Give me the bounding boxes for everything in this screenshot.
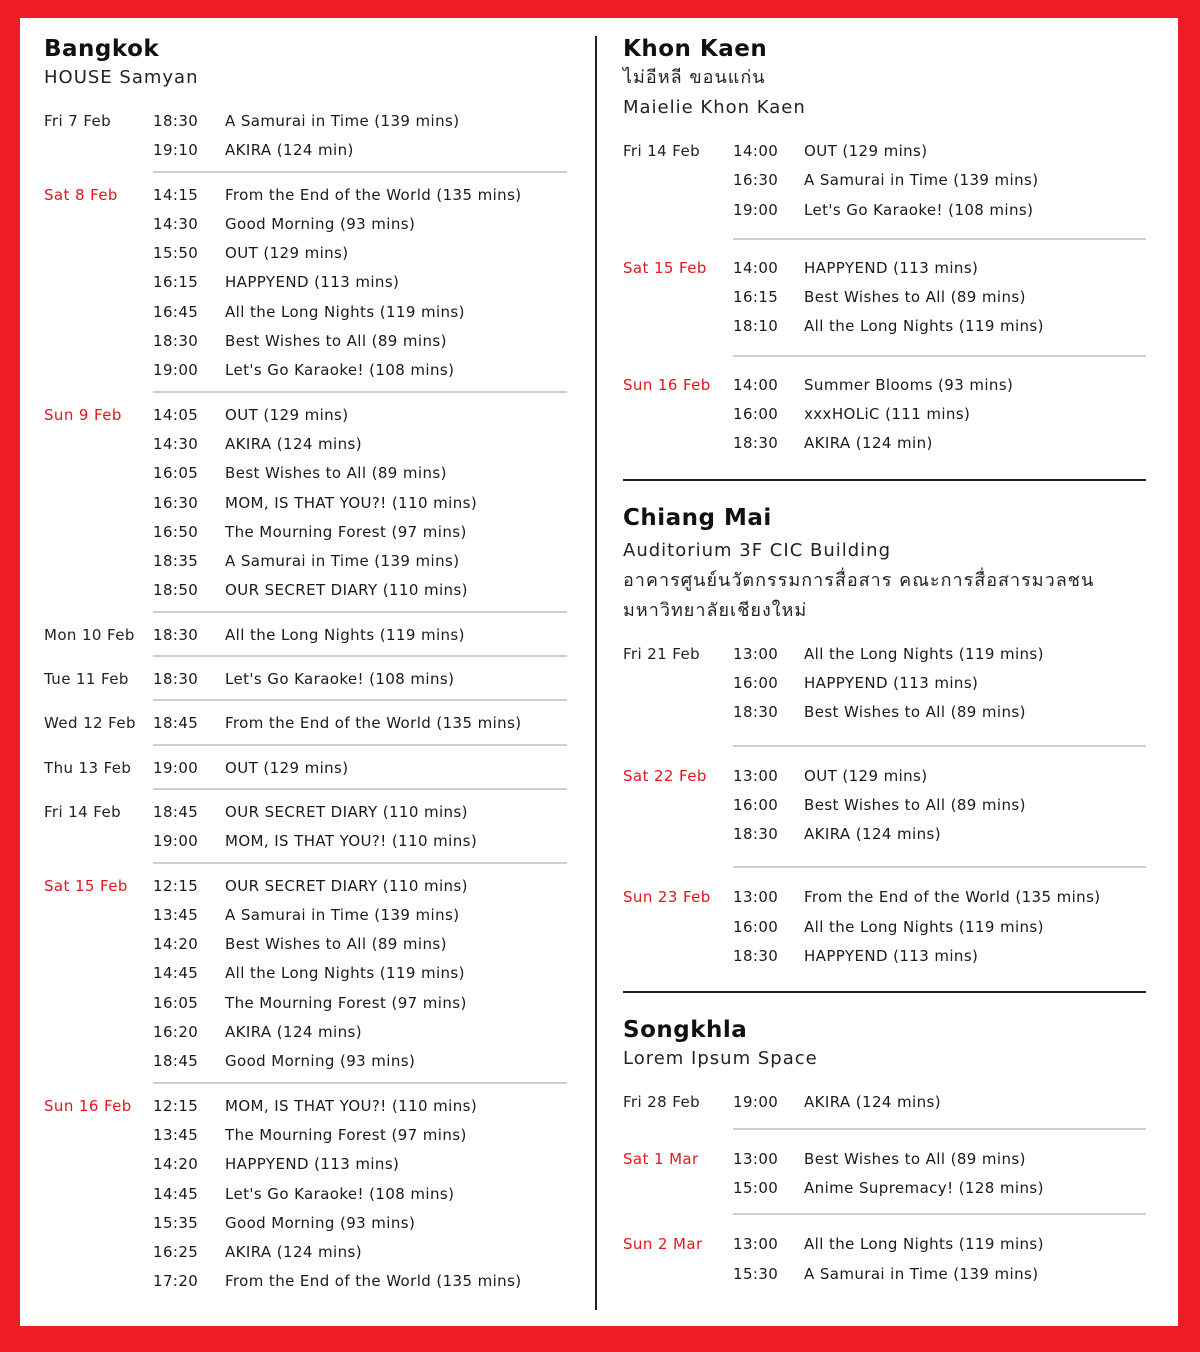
screening-row bbox=[44, 754, 567, 783]
bangkok-schedule bbox=[44, 107, 567, 1297]
screening-row bbox=[623, 698, 1146, 727]
screening-row bbox=[44, 239, 567, 268]
film-title: OUT (129 mins) bbox=[804, 142, 928, 160]
screening-row bbox=[44, 268, 567, 297]
film-title: AKIRA (124 mins) bbox=[804, 825, 941, 844]
film-title: The Mourning Forest (97 mins) bbox=[225, 522, 467, 541]
screening-row bbox=[44, 989, 567, 1018]
screening-time: 14:20 bbox=[153, 935, 199, 954]
khonkaen-schedule bbox=[623, 137, 1146, 459]
film-title: OUR SECRET DIARY (110 mins) bbox=[225, 581, 468, 600]
screening-row bbox=[44, 356, 567, 385]
screening-row bbox=[623, 942, 1146, 971]
screening-time: 13:00 bbox=[733, 644, 779, 663]
screening-time: 13:00 bbox=[733, 888, 779, 907]
screening-row bbox=[44, 1238, 567, 1267]
screening-time: 19:00 bbox=[153, 361, 199, 380]
screening-row bbox=[623, 137, 1146, 166]
screening-time: 13:00 bbox=[733, 766, 779, 785]
screening-row bbox=[623, 254, 1146, 283]
film-title: All the Long Nights (119 mins) bbox=[804, 644, 1044, 663]
film-title: A Samurai in Time (139 mins) bbox=[804, 171, 1039, 190]
screening-row bbox=[44, 210, 567, 239]
film-title: The Mourning Forest (97 mins) bbox=[225, 1125, 467, 1144]
film-title: Best Wishes to All (89 mins) bbox=[804, 795, 1026, 814]
screening-row bbox=[44, 1092, 567, 1121]
screening-time: 18:45 bbox=[153, 714, 199, 733]
screening-time: 14:45 bbox=[153, 1184, 199, 1203]
date-block bbox=[44, 665, 567, 694]
city-title-songkhla: Songkhla bbox=[623, 1017, 748, 1044]
film-title: All the Long Nights (119 mins) bbox=[225, 625, 465, 644]
date-block bbox=[623, 883, 1146, 971]
venue-name-thai: ไม่อีหลี ขอนแก่น bbox=[623, 67, 766, 88]
film-title: xxxHOLiC (111 mins) bbox=[804, 405, 971, 424]
screening-time: 18:30 bbox=[733, 825, 779, 844]
date-block bbox=[623, 137, 1146, 225]
film-title: Anime Supremacy! (128 mins) bbox=[804, 1178, 1044, 1197]
screening-time: 16:15 bbox=[733, 288, 779, 307]
screening-row bbox=[623, 196, 1146, 225]
chiangmai-schedule bbox=[623, 640, 1146, 972]
date-block bbox=[623, 762, 1146, 850]
film-title: Summer Blooms (93 mins) bbox=[804, 375, 1014, 394]
date-label: Sun 2 Mar bbox=[623, 1235, 703, 1254]
screening-row bbox=[44, 430, 567, 459]
film-title: From the End of the World (135 mins) bbox=[225, 185, 522, 204]
screening-row bbox=[623, 669, 1146, 698]
film-title: Best Wishes to All (89 mins) bbox=[225, 935, 447, 954]
screening-row bbox=[44, 1047, 567, 1076]
screening-time: 16:15 bbox=[153, 273, 199, 292]
date-label: Mon 10 Feb bbox=[44, 625, 135, 644]
screening-row bbox=[44, 621, 567, 650]
date-label: Sat 22 Feb bbox=[623, 766, 707, 785]
screening-time: 18:35 bbox=[153, 552, 199, 571]
screening-time: 18:45 bbox=[153, 1052, 199, 1071]
venue-name: Lorem Ipsum Space bbox=[623, 1048, 818, 1070]
screening-time: 16:45 bbox=[153, 302, 199, 321]
film-title: AKIRA (124 mins) bbox=[225, 434, 362, 453]
screening-time: 14:30 bbox=[153, 434, 199, 453]
screening-row bbox=[623, 166, 1146, 195]
film-title: MOM, IS THAT YOU?! (110 mins) bbox=[225, 832, 478, 851]
date-label: Tue 11 Feb bbox=[44, 670, 129, 689]
film-title: All the Long Nights (119 mins) bbox=[804, 917, 1044, 936]
screening-row bbox=[623, 762, 1146, 791]
screening-time: 18:30 bbox=[733, 703, 779, 722]
screening-row bbox=[44, 1018, 567, 1047]
screening-time: 14:00 bbox=[733, 258, 779, 277]
screening-row bbox=[44, 459, 567, 488]
screening-time: 19:00 bbox=[153, 758, 199, 777]
film-title: OUT (129 mins) bbox=[225, 758, 349, 777]
date-block bbox=[44, 401, 567, 606]
film-title: From the End of the World (135 mins) bbox=[804, 888, 1101, 907]
film-title: Let's Go Karaoke! (108 mins) bbox=[225, 670, 455, 689]
film-title: AKIRA (124 mins) bbox=[225, 1023, 362, 1042]
screening-time: 16:05 bbox=[153, 464, 199, 483]
screening-time: 15:50 bbox=[153, 244, 199, 263]
date-label: Sat 8 Feb bbox=[44, 185, 118, 204]
date-label: Sat 15 Feb bbox=[44, 876, 128, 895]
screening-time: 18:30 bbox=[733, 947, 779, 966]
screening-time: 18:50 bbox=[153, 581, 199, 600]
schedule-sheet bbox=[20, 18, 1178, 1326]
screening-row bbox=[623, 283, 1146, 312]
screening-time: 12:15 bbox=[153, 876, 199, 895]
venue-name-thai: อาคารศูนย์นวัตกรรมการสื่อสาร คณะการสื่อสารมวลชน bbox=[623, 569, 1095, 591]
screening-row bbox=[623, 429, 1146, 458]
screening-row bbox=[623, 371, 1146, 400]
screening-time: 14:00 bbox=[733, 375, 779, 394]
screening-row bbox=[623, 1088, 1146, 1117]
screening-row bbox=[44, 709, 567, 738]
screening-time: 16:25 bbox=[153, 1243, 199, 1262]
screening-row bbox=[44, 107, 567, 136]
date-label: Thu 13 Feb bbox=[44, 758, 132, 777]
screening-row bbox=[44, 798, 567, 827]
screening-row bbox=[44, 1121, 567, 1150]
film-title: All the Long Nights (119 mins) bbox=[804, 317, 1044, 336]
bangkok-column bbox=[44, 18, 567, 1297]
column-divider bbox=[595, 36, 597, 1310]
film-title: OUR SECRET DIARY (110 mins) bbox=[225, 802, 468, 821]
film-title: AKIRA (124 mins) bbox=[804, 1093, 941, 1112]
film-title: Good Morning (93 mins) bbox=[225, 214, 416, 233]
film-title: From the End of the World (135 mins) bbox=[225, 714, 522, 733]
screening-time: 14:20 bbox=[153, 1155, 199, 1174]
film-title: AKIRA (124 min) bbox=[225, 141, 354, 160]
screening-time: 13:00 bbox=[733, 1235, 779, 1254]
date-label: Sun 16 Feb bbox=[623, 375, 711, 394]
film-title: HAPPYEND (113 mins) bbox=[804, 258, 979, 277]
venue-name-thai-2: มหาวิทยาลัยเชียงใหม่ bbox=[623, 599, 808, 621]
date-block bbox=[44, 872, 567, 1077]
screening-row bbox=[44, 665, 567, 694]
screening-row bbox=[44, 136, 567, 165]
film-title: A Samurai in Time (139 mins) bbox=[225, 552, 460, 571]
film-title: AKIRA (124 min) bbox=[804, 434, 933, 453]
venue-name: HOUSE Samyan bbox=[44, 67, 199, 88]
date-label: Wed 12 Feb bbox=[44, 714, 136, 733]
screening-time: 13:45 bbox=[153, 905, 199, 924]
screening-time: 18:30 bbox=[153, 112, 199, 130]
screening-row bbox=[623, 1260, 1146, 1289]
screening-time: 18:30 bbox=[733, 434, 779, 453]
screening-time: 14:45 bbox=[153, 964, 199, 983]
film-title: All the Long Nights (119 mins) bbox=[804, 1235, 1044, 1254]
film-title: From the End of the World (135 mins) bbox=[225, 1272, 522, 1291]
screening-row bbox=[44, 959, 567, 988]
date-block bbox=[623, 1088, 1146, 1117]
date-block bbox=[623, 640, 1146, 728]
date-block bbox=[623, 1145, 1146, 1204]
date-block bbox=[44, 181, 567, 386]
screening-row bbox=[44, 872, 567, 901]
screening-row bbox=[44, 1267, 567, 1296]
date-label: Sat 15 Feb bbox=[623, 258, 707, 277]
screening-row bbox=[44, 930, 567, 959]
date-label: Sat 1 Mar bbox=[623, 1149, 699, 1168]
screening-row bbox=[623, 820, 1146, 849]
film-title: HAPPYEND (113 mins) bbox=[225, 1155, 400, 1174]
screening-row bbox=[623, 883, 1146, 912]
screening-time: 17:20 bbox=[153, 1272, 199, 1291]
film-title: OUT (129 mins) bbox=[225, 405, 349, 424]
date-label: Sun 23 Feb bbox=[623, 888, 711, 907]
film-title: Let's Go Karaoke! (108 mins) bbox=[225, 361, 455, 380]
screening-row bbox=[44, 1150, 567, 1179]
screening-row bbox=[623, 400, 1146, 429]
screening-time: 18:45 bbox=[153, 802, 199, 821]
film-title: The Mourning Forest (97 mins) bbox=[225, 993, 467, 1012]
film-title: AKIRA (124 mins) bbox=[225, 1243, 362, 1262]
date-block bbox=[44, 754, 567, 783]
film-title: A Samurai in Time (139 mins) bbox=[225, 112, 460, 130]
date-block bbox=[44, 621, 567, 650]
film-title: Best Wishes to All (89 mins) bbox=[225, 464, 447, 483]
screening-row bbox=[44, 298, 567, 327]
film-title: A Samurai in Time (139 mins) bbox=[225, 905, 460, 924]
screening-time: 16:30 bbox=[153, 493, 199, 512]
screening-time: 19:00 bbox=[153, 832, 199, 851]
date-label: Fri 21 Feb bbox=[623, 644, 701, 663]
date-block bbox=[44, 107, 567, 166]
film-title: Good Morning (93 mins) bbox=[225, 1213, 416, 1232]
film-title: Best Wishes to All (89 mins) bbox=[804, 288, 1026, 307]
screening-time: 19:00 bbox=[733, 1093, 779, 1112]
screening-time: 14:05 bbox=[153, 405, 199, 424]
screening-row bbox=[623, 1230, 1146, 1259]
screening-time: 13:45 bbox=[153, 1125, 199, 1144]
film-title: Let's Go Karaoke! (108 mins) bbox=[225, 1184, 455, 1203]
venue-name: Maielie Khon Kaen bbox=[623, 97, 806, 118]
date-label: Fri 28 Feb bbox=[623, 1093, 701, 1112]
screening-row bbox=[44, 327, 567, 356]
screening-row bbox=[623, 913, 1146, 942]
screening-row bbox=[623, 1145, 1146, 1174]
film-title: MOM, IS THAT YOU?! (110 mins) bbox=[225, 493, 478, 512]
film-title: A Samurai in Time (139 mins) bbox=[804, 1264, 1039, 1283]
screening-row bbox=[623, 312, 1146, 341]
film-title: Let's Go Karaoke! (108 mins) bbox=[804, 200, 1034, 219]
screening-time: 16:00 bbox=[733, 917, 779, 936]
screening-time: 16:00 bbox=[733, 405, 779, 424]
screening-row bbox=[44, 1209, 567, 1238]
film-title: OUR SECRET DIARY (110 mins) bbox=[225, 876, 468, 895]
screening-time: 18:30 bbox=[153, 625, 199, 644]
screening-row bbox=[623, 1174, 1146, 1203]
screening-row bbox=[623, 640, 1146, 669]
film-title: Good Morning (93 mins) bbox=[225, 1052, 416, 1071]
screening-time: 16:05 bbox=[153, 993, 199, 1012]
date-label: Fri 14 Feb bbox=[623, 142, 701, 160]
screening-time: 16:50 bbox=[153, 522, 199, 541]
date-label: Sun 9 Feb bbox=[44, 405, 122, 424]
screening-time: 19:00 bbox=[733, 200, 779, 219]
screening-time: 12:15 bbox=[153, 1096, 199, 1115]
screening-time: 14:30 bbox=[153, 214, 199, 233]
screening-row bbox=[44, 518, 567, 547]
film-title: All the Long Nights (119 mins) bbox=[225, 302, 465, 321]
city-title-bangkok: Bangkok bbox=[44, 36, 160, 62]
film-title: Best Wishes to All (89 mins) bbox=[225, 332, 447, 351]
film-title: HAPPYEND (113 mins) bbox=[804, 947, 979, 966]
songkhla-schedule bbox=[623, 1088, 1146, 1288]
date-block bbox=[44, 709, 567, 738]
film-title: OUT (129 mins) bbox=[804, 766, 928, 785]
city-title-chiangmai: Chiang Mai bbox=[623, 504, 772, 531]
date-block bbox=[623, 1230, 1146, 1289]
film-title: All the Long Nights (119 mins) bbox=[225, 964, 465, 983]
date-label: Fri 14 Feb bbox=[44, 802, 122, 821]
screening-time: 16:00 bbox=[733, 795, 779, 814]
city-title-khonkaen: Khon Kaen bbox=[623, 36, 768, 62]
date-block bbox=[623, 371, 1146, 459]
screening-time: 16:00 bbox=[733, 673, 779, 692]
screening-row bbox=[44, 401, 567, 430]
screening-time: 18:30 bbox=[153, 670, 199, 689]
date-block bbox=[44, 798, 567, 857]
film-title: OUT (129 mins) bbox=[225, 244, 349, 263]
screening-row bbox=[44, 901, 567, 930]
date-label: Fri 7 Feb bbox=[44, 112, 112, 130]
regional-column bbox=[623, 18, 1146, 1289]
screening-row bbox=[44, 827, 567, 856]
film-title: HAPPYEND (113 mins) bbox=[804, 673, 979, 692]
screening-row bbox=[44, 1180, 567, 1209]
screening-time: 18:30 bbox=[153, 332, 199, 351]
film-title: Best Wishes to All (89 mins) bbox=[804, 1149, 1026, 1168]
screening-row bbox=[44, 181, 567, 210]
screening-time: 14:00 bbox=[733, 142, 779, 160]
screening-time: 18:10 bbox=[733, 317, 779, 336]
date-block bbox=[623, 254, 1146, 342]
screening-time: 15:35 bbox=[153, 1213, 199, 1232]
film-title: Best Wishes to All (89 mins) bbox=[804, 703, 1026, 722]
screening-time: 15:30 bbox=[733, 1264, 779, 1283]
screening-row bbox=[44, 547, 567, 576]
screening-time: 13:00 bbox=[733, 1149, 779, 1168]
film-title: MOM, IS THAT YOU?! (110 mins) bbox=[225, 1096, 478, 1115]
screening-time: 15:00 bbox=[733, 1178, 779, 1197]
date-label: Sun 16 Feb bbox=[44, 1096, 132, 1115]
screening-row bbox=[44, 576, 567, 605]
screening-time: 16:20 bbox=[153, 1023, 199, 1042]
screening-row bbox=[44, 489, 567, 518]
screening-time: 19:10 bbox=[153, 141, 199, 160]
screening-time: 14:15 bbox=[153, 185, 199, 204]
date-block bbox=[44, 1092, 567, 1297]
venue-name: Auditorium 3F CIC Building bbox=[623, 539, 891, 561]
screening-row bbox=[623, 791, 1146, 820]
screening-time: 16:30 bbox=[733, 171, 779, 190]
film-title: HAPPYEND (113 mins) bbox=[225, 273, 400, 292]
